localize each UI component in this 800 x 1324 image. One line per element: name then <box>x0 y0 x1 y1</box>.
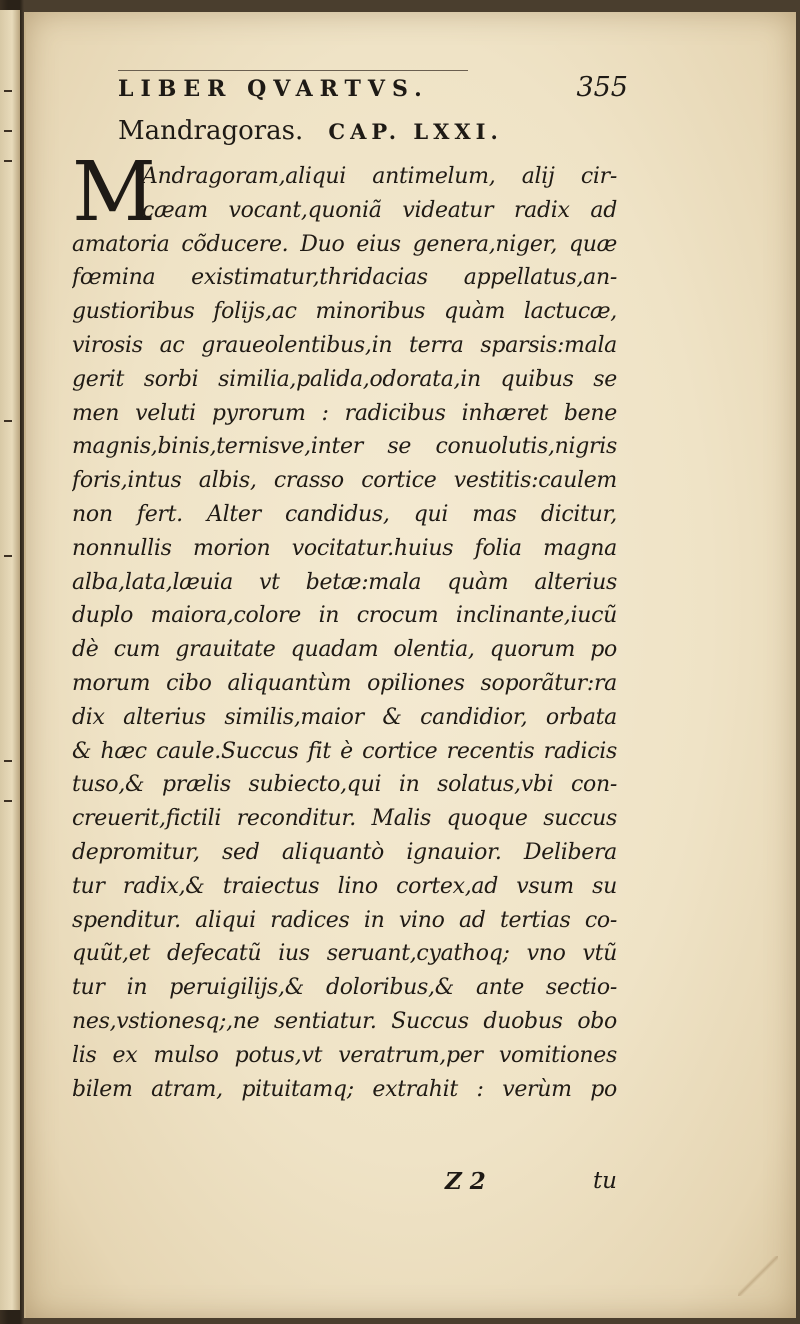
facing-page-mark <box>4 420 12 422</box>
text-line: dè cum grauitate quadam olentia, quorum po <box>72 637 617 663</box>
facing-page-mark <box>4 90 12 92</box>
text-line: virosis ac graueolentibus,in terra sparsis:mala <box>72 332 617 358</box>
facing-page-mark <box>4 130 12 132</box>
text-line: & hæc caule.Succus fit è cortice recentis radicis <box>72 738 617 764</box>
text-line: spenditur. aliqui radices in vino ad tertias co- <box>72 907 617 933</box>
text-line: non fert. Alter candidus, qui mas dicitur, <box>72 501 617 527</box>
page-number: 355 <box>576 72 628 103</box>
text-line: fœmina existimatur,thridacias appellatus,an- <box>72 265 617 291</box>
text-line: lis ex mulso potus,vt veratrum,per vomitiones <box>72 1042 617 1068</box>
text-line: bilem atram, pituitamq; extrahit : verùm po <box>72 1076 617 1102</box>
running-title: LIBER QVARTVS. <box>118 76 429 102</box>
facing-page-mark <box>4 800 12 802</box>
catchword: tu <box>592 1168 617 1194</box>
body-text <box>72 160 617 1106</box>
text-line: alba,lata,læuia vt betæ:mala quàm alterius <box>72 569 617 595</box>
text-line: duplo maiora,colore in crocum inclinante,iucũ <box>72 603 617 629</box>
text-line: creuerit,fictili reconditur. Malis quoque succus <box>72 806 617 832</box>
text-line: tur in peruigilijs,& doloribus,& ante sectio- <box>72 975 617 1001</box>
running-header <box>118 70 628 110</box>
chapter-name: Mandragoras. <box>118 116 304 146</box>
facing-page-mark <box>4 760 12 762</box>
text-line: quũt,et defecatũ ius seruant,cyathoq; vno vtũ <box>72 941 617 967</box>
header-rule <box>118 70 468 71</box>
facing-page-edge <box>0 10 20 1310</box>
text-line: gerit sorbi similia,palida,odorata,in quibus se <box>72 366 617 392</box>
text-line: nes,vstionesq;,ne sentiatur. Succus duobus obo <box>72 1008 617 1034</box>
chapter-number: CAP. LXXI. <box>328 119 503 144</box>
text-line: depromitur, sed aliquantò ignauior. Delibera <box>72 839 617 865</box>
drop-cap: M <box>72 145 156 240</box>
text-line: foris,intus albis, crasso cortice vestitis:caulem <box>72 468 617 494</box>
text-line: tur radix,& traiectus lino cortex,ad vsum su <box>72 873 617 899</box>
text-line: Andragoram,aliqui antimelum, alij cir- <box>142 164 617 189</box>
text-line: cæam vocant,quoniã videatur radix ad <box>142 197 617 223</box>
text-line: magnis,binis,ternisve,inter se conuolutis,nigris <box>72 434 617 460</box>
page-footer <box>445 1168 617 1202</box>
text-line: amatoria cõducere. Duo eius genera,niger, quæ <box>72 231 617 257</box>
text-line: morum cibo aliquantùm opiliones soporãtur:ra <box>72 670 617 696</box>
text-line: gustioribus folijs,ac minoribus quàm lactucæ, <box>72 299 617 325</box>
text-line: men veluti pyrorum : radicibus inhæret bene <box>72 400 617 426</box>
facing-page-mark <box>4 555 12 557</box>
page-corner-crease <box>738 1256 778 1296</box>
chapter-heading <box>118 116 638 156</box>
text-line: dix alterius similis,maior & candidior, orbata <box>72 704 617 730</box>
facing-page-mark <box>4 160 12 162</box>
text-line: tuso,& prælis subiecto,qui in solatus,vbi con- <box>72 772 617 798</box>
text-line: nonnullis morion vocitatur.huius folia magna <box>72 535 617 561</box>
signature-mark: Z 2 <box>445 1168 486 1195</box>
